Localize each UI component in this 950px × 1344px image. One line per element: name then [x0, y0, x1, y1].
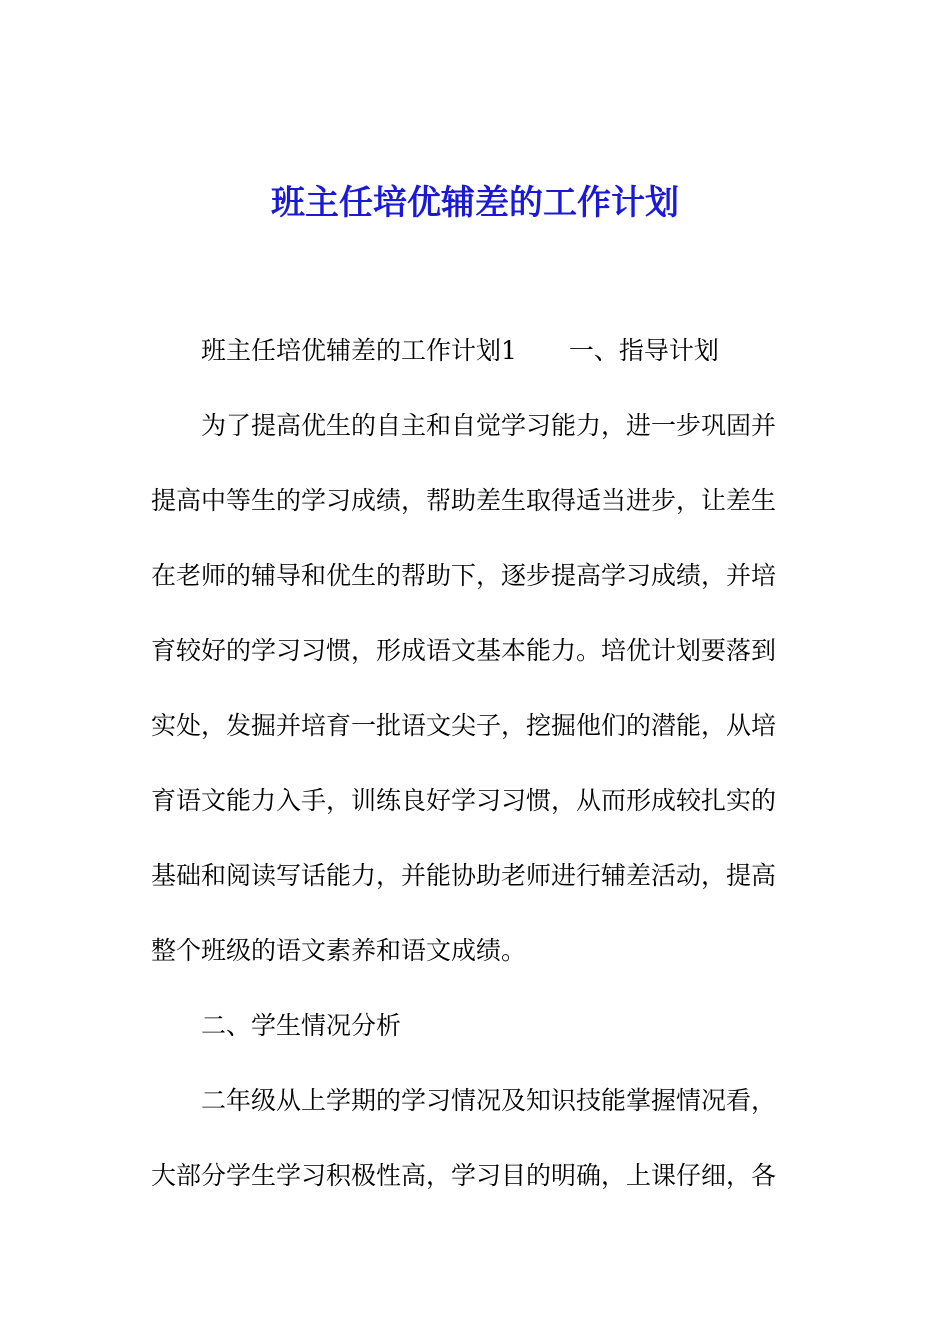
- paragraph-line: 实处，发掘并培育一批语文尖子，挖掘他们的潜能，从培: [151, 711, 777, 740]
- paragraph-line: 整个班级的语文素养和语文成绩。: [151, 936, 527, 965]
- section-heading-guidance: 一、指导计划: [568, 336, 719, 365]
- paragraph-line: 基础和阅读写话能力，并能协助老师进行辅差活动，提高: [151, 861, 777, 890]
- plan-subtitle: 班主任培优辅差的工作计划1: [201, 336, 517, 365]
- intro-line: [151, 326, 791, 401]
- paragraph-line: 二年级从上学期的学习情况及知识技能掌握情况看，: [201, 1086, 777, 1115]
- document-title: 班主任培优辅差的工作计划: [271, 183, 679, 223]
- paragraph-line: 育语文能力入手，训练良好学习习惯，从而形成较扎实的: [151, 786, 777, 815]
- paragraph-line: 在老师的辅导和优生的帮助下，逐步提高学习成绩，并培: [151, 561, 777, 590]
- paragraph-line: 大部分学生学习积极性高，学习目的明确，上课仔细，各: [151, 1161, 777, 1190]
- paragraph-line: 为了提高优生的自主和自觉学习能力，进一步巩固并: [201, 411, 777, 440]
- paragraph-line: 育较好的学习习惯，形成语文基本能力。培优计划要落到: [151, 636, 777, 665]
- section-heading-analysis: 二、学生情况分析: [201, 1011, 402, 1040]
- document-body: [151, 326, 791, 1226]
- paragraph-line: 提高中等生的学习成绩，帮助差生取得适当进步，让差生: [151, 486, 777, 515]
